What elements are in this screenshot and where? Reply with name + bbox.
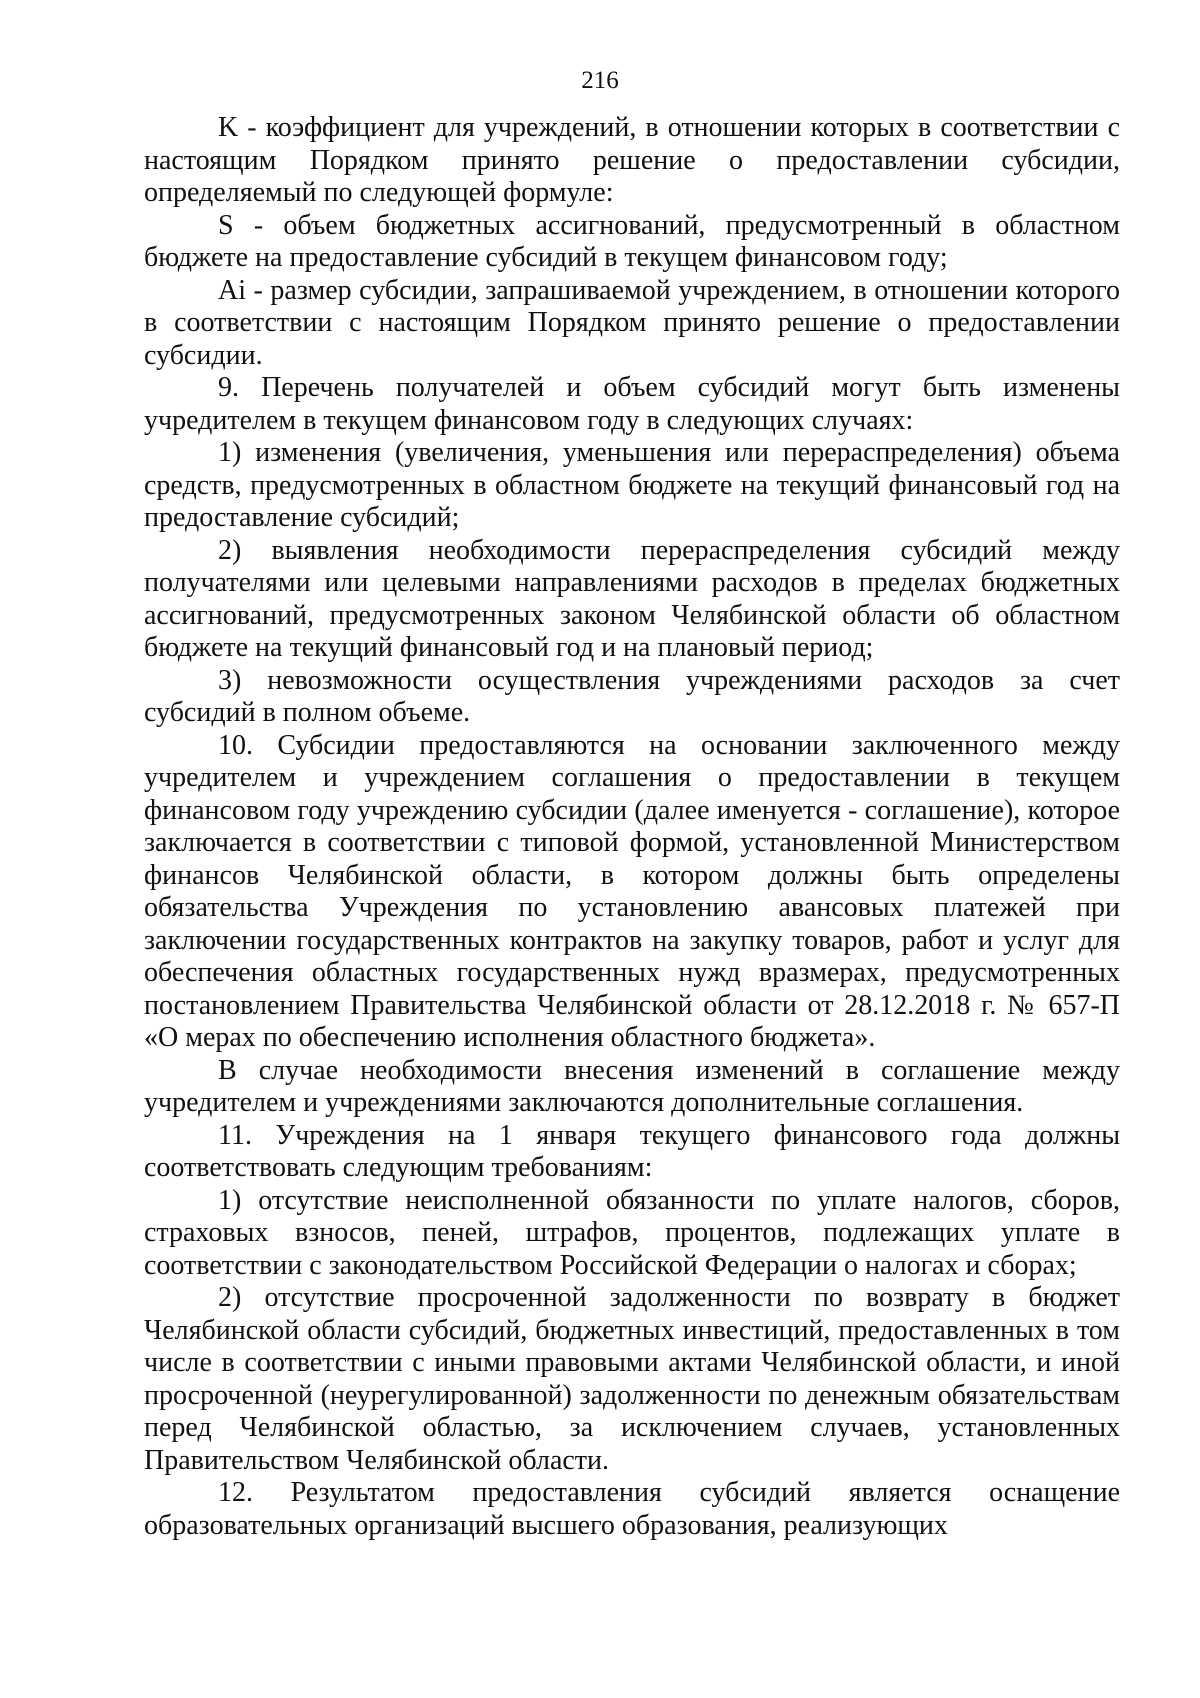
paragraph-item-9-3: 3) невозможности осуществления учреждениями расходов за счет субсидий в полном объеме. — [144, 664, 1120, 728]
paragraph-item-10-amendments: В случае необходимости внесения изменений в соглашение между учредителем и учреждениями заключаются дополнительные соглашения. — [144, 1054, 1120, 1118]
paragraph-s-definition: S - объем бюджетных ассигнований, предусмотренный в областном бюджете на предоставление субсидий в текущем финансовом году; — [144, 209, 1120, 273]
paragraph-k-coefficient: K - коэффициент для учреждений, в отношении которых в соответствии с настоящим Порядком принято решение о предоставлении субсидии, определяемый по следующей формуле: — [144, 112, 1120, 208]
paragraph-item-11-2: 2) отсутствие просроченной задолженности по возврату в бюджет Челябинской области субсидий, бюджетных инвестиций, предоставленных в том числе в соответствии с иными правовыми актами Челябинской области, и иной просроченной (неурегулированной) задолженности по денежным обязательствам перед Челябинской областью, за исключением случаев, установленных Правительством Челябинской области. — [144, 1282, 1120, 1476]
paragraph-item-11: 11. Учреждения на 1 января текущего финансового года должны соответствовать следующим требованиям: — [144, 1119, 1120, 1183]
paragraph-item-11-1: 1) отсутствие неисполненной обязанности по уплате налогов, сборов, страховых взносов, пеней, штрафов, процентов, подлежащих уплате в соответствии с законодательством Российской Федерации о налогах и сборах; — [144, 1184, 1120, 1281]
paragraph-item-9-1: 1) изменения (увеличения, уменьшения или перераспределения) объема средств, предусмотренных в областном бюджете на текущий финансовый год на предоставление субсидий; — [144, 437, 1120, 533]
page-number: 216 — [581, 67, 619, 94]
paragraph-ai-definition: Ai - размер субсидии, запрашиваемой учреждением, в отношении которого в соответствии с настоящим Порядком принято решение о предоставлении субсидии. — [144, 274, 1120, 371]
paragraph-item-10: 10. Субсидии предоставляются на основании заключенного между учредителем и учреждением соглашения о предоставлении в текущем финансовом году учреждению субсидии (далее именуется - соглашение), которое заключается в соответствии с типовой формой, установленной Министерством финансов Челябинской области, в котором должны быть определены обязательства Учреждения по установлению авансовых платежей при заключении государственных контрактов на закупку товаров, работ и услуг для обеспечения областных государственных нужд вразмерах, предусмотренных постановлением Правительства Челябинской области от 28.12.2018 г. № 657-П «О мерах по обеспечению исполнения областного бюджета». — [144, 729, 1120, 1053]
paragraph-item-12: 12. Результатом предоставления субсидий является оснащение образовательных организаций высшего образования, реализующих — [144, 1477, 1120, 1541]
document-body — [144, 112, 1120, 1542]
paragraph-item-9: 9. Перечень получателей и объем субсидий могут быть изменены учредителем в текущем финансовом году в следующих случаях: — [144, 372, 1120, 436]
paragraph-item-9-2: 2) выявления необходимости перераспределения субсидий между получателями или целевыми направлениями расходов в пределах бюджетных ассигнований, предусмотренных законом Челябинской области об областном бюджете на текущий финансовый год и на плановый период; — [144, 534, 1120, 663]
